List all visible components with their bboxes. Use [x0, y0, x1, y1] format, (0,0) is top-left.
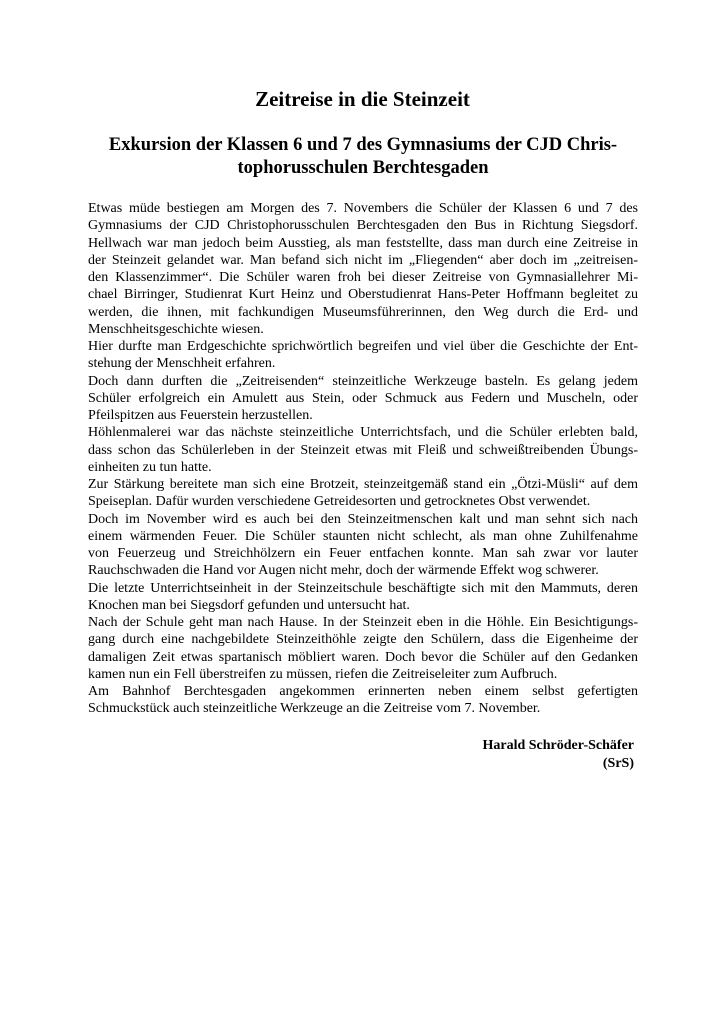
body-text-line: Nach der Schule geht man nach Hause. In der Steinzeit eben in die Höhle. Ein Besichtigungs-	[88, 615, 638, 630]
body-text-line: Menschheitsgeschichte wiesen.	[88, 321, 264, 337]
body-text-line: dass schon das Schülerleben in der Steinzeit etwas mit Fleiß und schweißtreibenden Übungs-	[88, 442, 638, 458]
body-text-line: Hier durfte man Erdgeschichte sprichwörtlich begreifen und viel über die Geschichte der Ent-	[88, 339, 638, 354]
subtitle-line: tophorusschulen Berchtesgaden	[237, 158, 489, 178]
body-text-line: Doch im November wird es auch bei den Steinzeitmenschen kalt und man sehnt sich nach	[88, 511, 638, 527]
body-text-line: Die letzte Unterrichtseinheit in der Steinzeitschule beschäftigte sich mit den Mammuts, deren	[88, 580, 638, 596]
subtitle-line: Exkursion der Klassen 6 und 7 des Gymnasiums der CJD Chris-	[108, 135, 618, 155]
page-title: Zeitreise in die Steinzeit	[255, 87, 470, 111]
author-initials: (SrS)	[602, 756, 634, 771]
body-text-line: den Klassenzimmer“. Die Schüler waren froh bei dieser Zeitreise von Gymnasiallehrer Mi-	[88, 270, 638, 285]
author-name: Harald Schröder-Schäfer	[482, 738, 634, 753]
body-text-line: Hellwach war man jedoch beim Ausstieg, als man feststellte, dass man durch eine Zeitreise in	[88, 235, 638, 251]
page-subtitle	[88, 134, 638, 180]
body-text-line: gang durch eine nachgebildete Steinzeithöhle zeigte den Schülern, dass die Eigenheime der	[88, 632, 638, 648]
body-text-line: Schmuckstück auch steinzeitliche Werkzeuge an die Zeitreise vom 7. November.	[88, 701, 541, 717]
body-text-line: Gymnasiums der CJD Christophorusschulen Berchtesgaden den Bus in Richtung Siegsdorf.	[88, 218, 638, 234]
author-signature	[482, 737, 634, 773]
body-text-line: einem wärmenden Feuer. Die Schüler staunten nicht schlecht, als man ohne Zuhilfenahme	[88, 528, 638, 544]
body-text-line: von Feuerzeug und Streichhölzern ein Feuer entfachen konnte. Man sah zwar vor lauter	[88, 546, 638, 561]
body-text-line: Knochen man bei Siegsdorf gefunden und untersucht hat.	[88, 597, 410, 613]
body-text-line: Zur Stärkung bereitete man sich eine Brotzeit, steinzeitgemäß stand ein „Ötzi-Müsli“ auf dem	[88, 477, 638, 492]
body-text-line: Doch dann durften die „Zeitreisenden“ steinzeitliche Werkzeuge basteln. Es gelang jedem	[88, 373, 638, 389]
body-text-line: Höhlenmalerei war das nächste steinzeitliche Unterrichtsfach, und die Schüler erlebten bald,	[88, 425, 638, 441]
body-text-line: chael Birringer, Studienrat Kurt Heinz und Oberstudienrat Hans-Peter Hoffmann begleitet zu	[88, 287, 638, 303]
body-text-line: Schüler erfolgreich ein Amulett aus Stein, oder Schmuck aus Federn und Muscheln, oder	[88, 390, 638, 406]
body-text-line: Speiseplan. Dafür wurden verschiedene Getreidesorten und getrocknetes Obst verwendet.	[88, 494, 591, 510]
body-text-line: Am Bahnhof Berchtesgaden angekommen erinnerten neben einem selbst gefertigten	[88, 684, 638, 699]
body-text-line: Rauchschwaden die Hand vor Augen nicht mehr, doch der wärmende Effekt wog schwerer.	[88, 563, 599, 579]
body-text-line: kamen nun ein Fell überstreifen zu müssen, riefen die Zeitreiseleiter zum Aufbruch.	[88, 666, 558, 682]
body-text-line: Etwas müde bestiegen am Morgen des 7. Novembers die Schüler der Klassen 6 und 7 des	[88, 201, 638, 216]
body-text-line: damaligen Zeit etwas spartanisch möbliert waren. Doch bevor die Schüler auf den Gedanken	[88, 649, 638, 665]
body-text-line: einheiten zu tun hatte.	[88, 459, 212, 475]
body-text-line: Pfeilspitzen aus Feuerstein herzustellen.	[88, 408, 313, 423]
body-text-line: werden, die ihnen, mit fachkundigen Museumsführerinnen, den Weg durch die Erd- und	[88, 304, 638, 320]
article-body	[88, 200, 638, 718]
body-text-line: stehung der Menschheit erfahren.	[88, 356, 276, 372]
body-text-line: der Steinzeit gelandet war. Man befand sich nicht im „Fliegenden“ aber doch im „zeitreisen-	[88, 252, 638, 268]
